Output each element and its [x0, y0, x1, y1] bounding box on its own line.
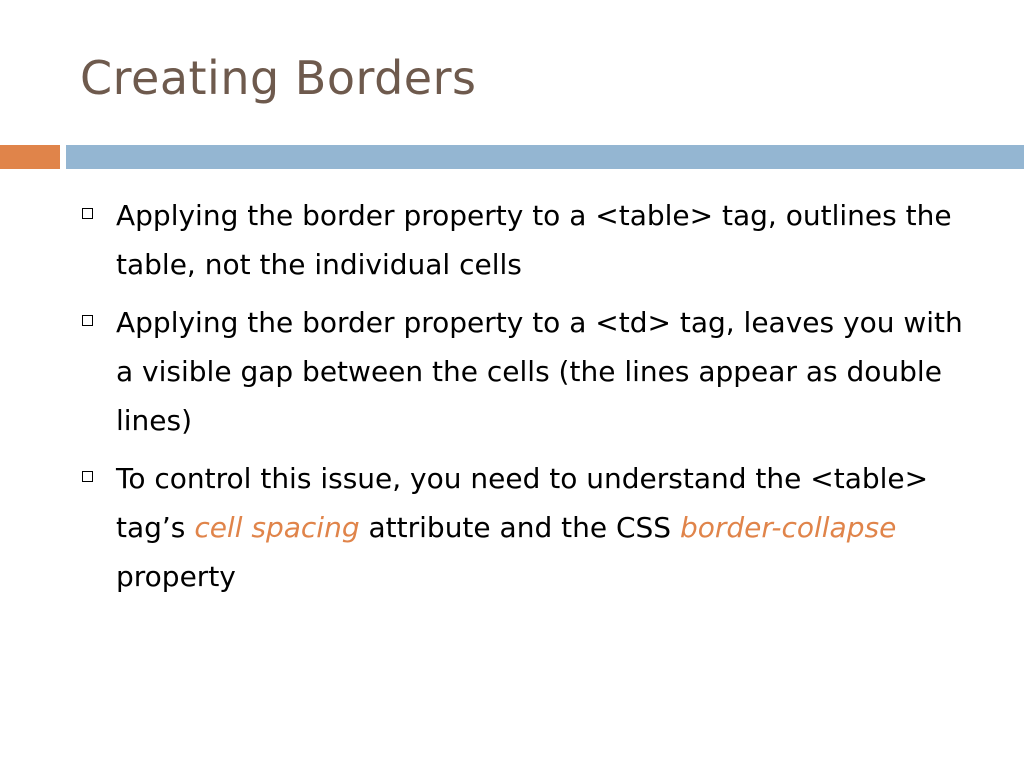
emphasized-term: border-collapse [679, 511, 897, 544]
square-bullet-icon [82, 208, 93, 219]
square-bullet-icon [82, 471, 93, 482]
bullet-text: Applying the border property to a <td> tag, leaves you with a visible gap between the cells (the lines appear as double lines) [116, 306, 963, 437]
bullet-text: To control this issue, you need to understand the <table> tag’s [116, 462, 929, 544]
slide-title: Creating Borders [80, 51, 477, 105]
bullet-text: Applying the border property to a <table> tag, outlines the table, not the individual cells [116, 199, 952, 281]
bullet-item [80, 454, 980, 601]
bullet-item [80, 191, 980, 289]
bullet-text: attribute and the CSS [359, 511, 680, 544]
accent-bar-right [66, 145, 1024, 169]
accent-bar-left [0, 145, 60, 169]
bullet-item [80, 298, 980, 445]
square-bullet-icon [82, 315, 93, 326]
bullet-list [80, 191, 980, 610]
emphasized-term: cell spacing [194, 511, 360, 544]
bullet-text: property [116, 560, 236, 593]
